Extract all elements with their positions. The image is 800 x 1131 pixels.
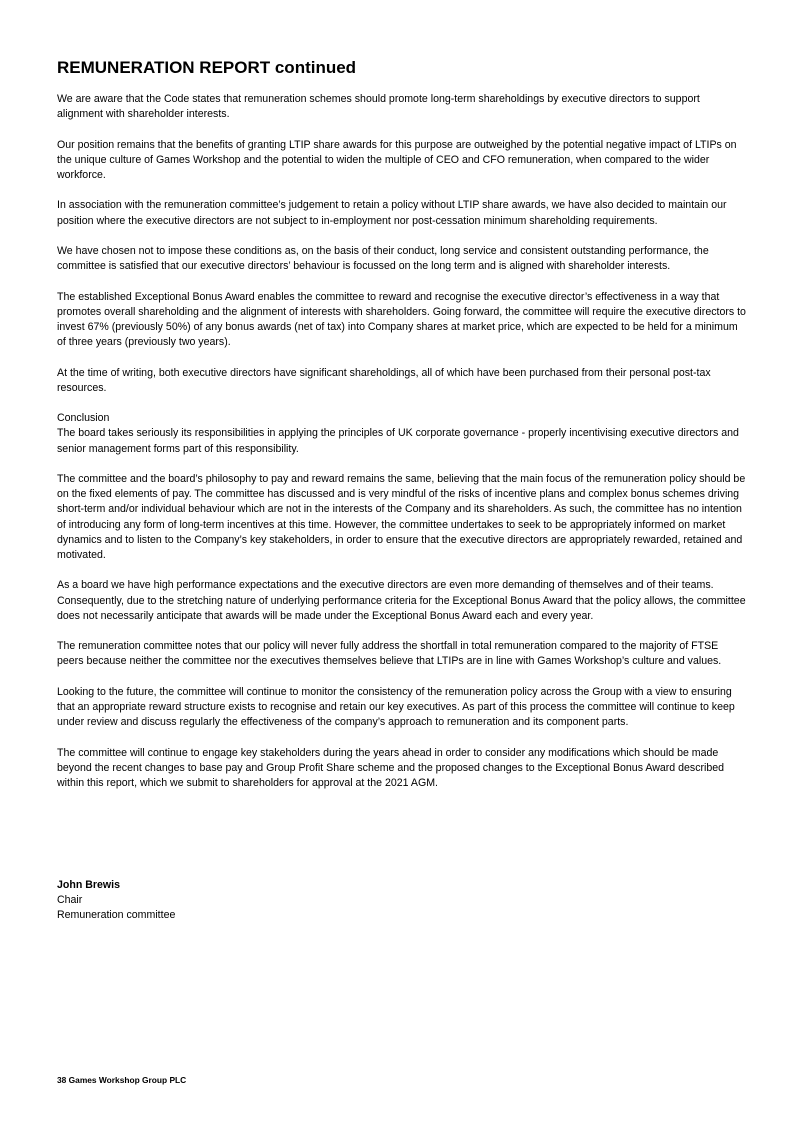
page-footer: 38 Games Workshop Group PLC — [57, 1075, 187, 1085]
signatory-committee: Remuneration committee — [57, 909, 176, 922]
paragraph-exceptional-bonus: The established Exceptional Bonus Award enables the committee to reward and recognise the executive director’s effectiveness in a way that promotes overall shareholding and the alignment of interests with shareholders. Going forward, the committee will require the executive directors to invest 67% (previously 50%) of any bonus awards (net of tax) into Company shares at market price, which are expected to be held for a minimum of three years (previously two years). — [57, 290, 746, 349]
paragraph-board-responsibilities: The board takes seriously its responsibilities in applying the principles of UK corporate governance - properly incentivising executive directors and senior management forms part of this responsibility. — [57, 427, 739, 455]
paragraph-conditions: We have chosen not to impose these conditions as, on the basis of their conduct, long service and consistent outstanding performance, the committee is satisfied that our executive directors’ behaviour is focussed on the long term and is aligned with shareholder interests. — [57, 244, 709, 273]
paragraph-future: Looking to the future, the committee will continue to monitor the consistency of the remuneration policy across the Group with a view to ensuring that an appropriate reward structure exists to recognise and retain our key executives. As part of this process the committee will continue to keep under review and discuss regularly the effectiveness of the company’s approach to remuneration and its component parts. — [57, 685, 735, 729]
paragraph-performance-expectations: As a board we have high performance expectations and the executive directors are even more demanding of themselves and of their teams. Consequently, due to the stretching nature of underlying performance criteria for the Exceptional Bonus Award that the policy allows, the committee does not necessarily anticipate that awards will be made under the Exceptional Bonus Award each and every year. — [57, 579, 746, 622]
signatory-role: Chair — [57, 894, 83, 907]
paragraph-stakeholders: The committee will continue to engage key stakeholders during the years ahead in order to consider any modifications which should be made beyond the recent changes to base pay and Group Profit Share scheme and the proposed changes to the Exceptional Bonus Award described within this report, which we submit to shareholders for approval at the 2021 AGM. — [57, 746, 725, 789]
report-body — [57, 58, 747, 806]
paragraph-current-shareholdings: At the time of writing, both executive directors have significant shareholdings, all of which have been purchased from their personal post-tax resources. — [57, 366, 711, 394]
page-title: REMUNERATION REPORT continued — [57, 58, 357, 77]
paragraph-code-statement: We are aware that the Code states that remuneration schemes should promote long-term shareholdings by executive directors to support alignment with shareholder interests. — [57, 93, 700, 121]
paragraph-shareholding-requirements: In association with the remuneration committee’s judgement to retain a policy without LTIP share awards, we have also decided to maintain our position where the executive directors are not subject to in-employment nor post-cessation minimum shareholding requirements. — [57, 199, 727, 227]
paragraph-philosophy: The committee and the board’s philosophy to pay and reward remains the same, believing that the main focus of the remuneration policy should be on the fixed elements of pay. The committee has discussed and is very mindful of the risks of incentive plans and complex bonus schemes driving short-term and/or individual behaviour which are not in the interests of the Company and its shareholders. As such, the committee has no intention of introducing any form of long-term incentives at this time. However, the committee undertakes to seek to be appropriately informed on market dynamics and to listen to the Company’s key stakeholders, in order to ensure that the executive directors are appropriately rewarded, retained and motivated. — [57, 472, 746, 561]
signature-block — [57, 878, 175, 924]
conclusion-heading: Conclusion — [57, 412, 110, 425]
signatory-name: John Brewis — [57, 879, 120, 891]
paragraph-ltip-position: Our position remains that the benefits of granting LTIP share awards for this purpose are outweighed by the potential negative impact of LTIPs on the unique culture of Games Workshop and the potential to widen the multiple of CEO and CFO remuneration, when compared to the wider workforce. — [57, 138, 737, 181]
paragraph-ftse-shortfall: The remuneration committee notes that our policy will never fully address the shortfall in total remuneration compared to the majority of FTSE peers because neither the committee nor the executives themselves believe that LTIPs are in line with Games Workshop’s culture and values. — [57, 640, 722, 668]
